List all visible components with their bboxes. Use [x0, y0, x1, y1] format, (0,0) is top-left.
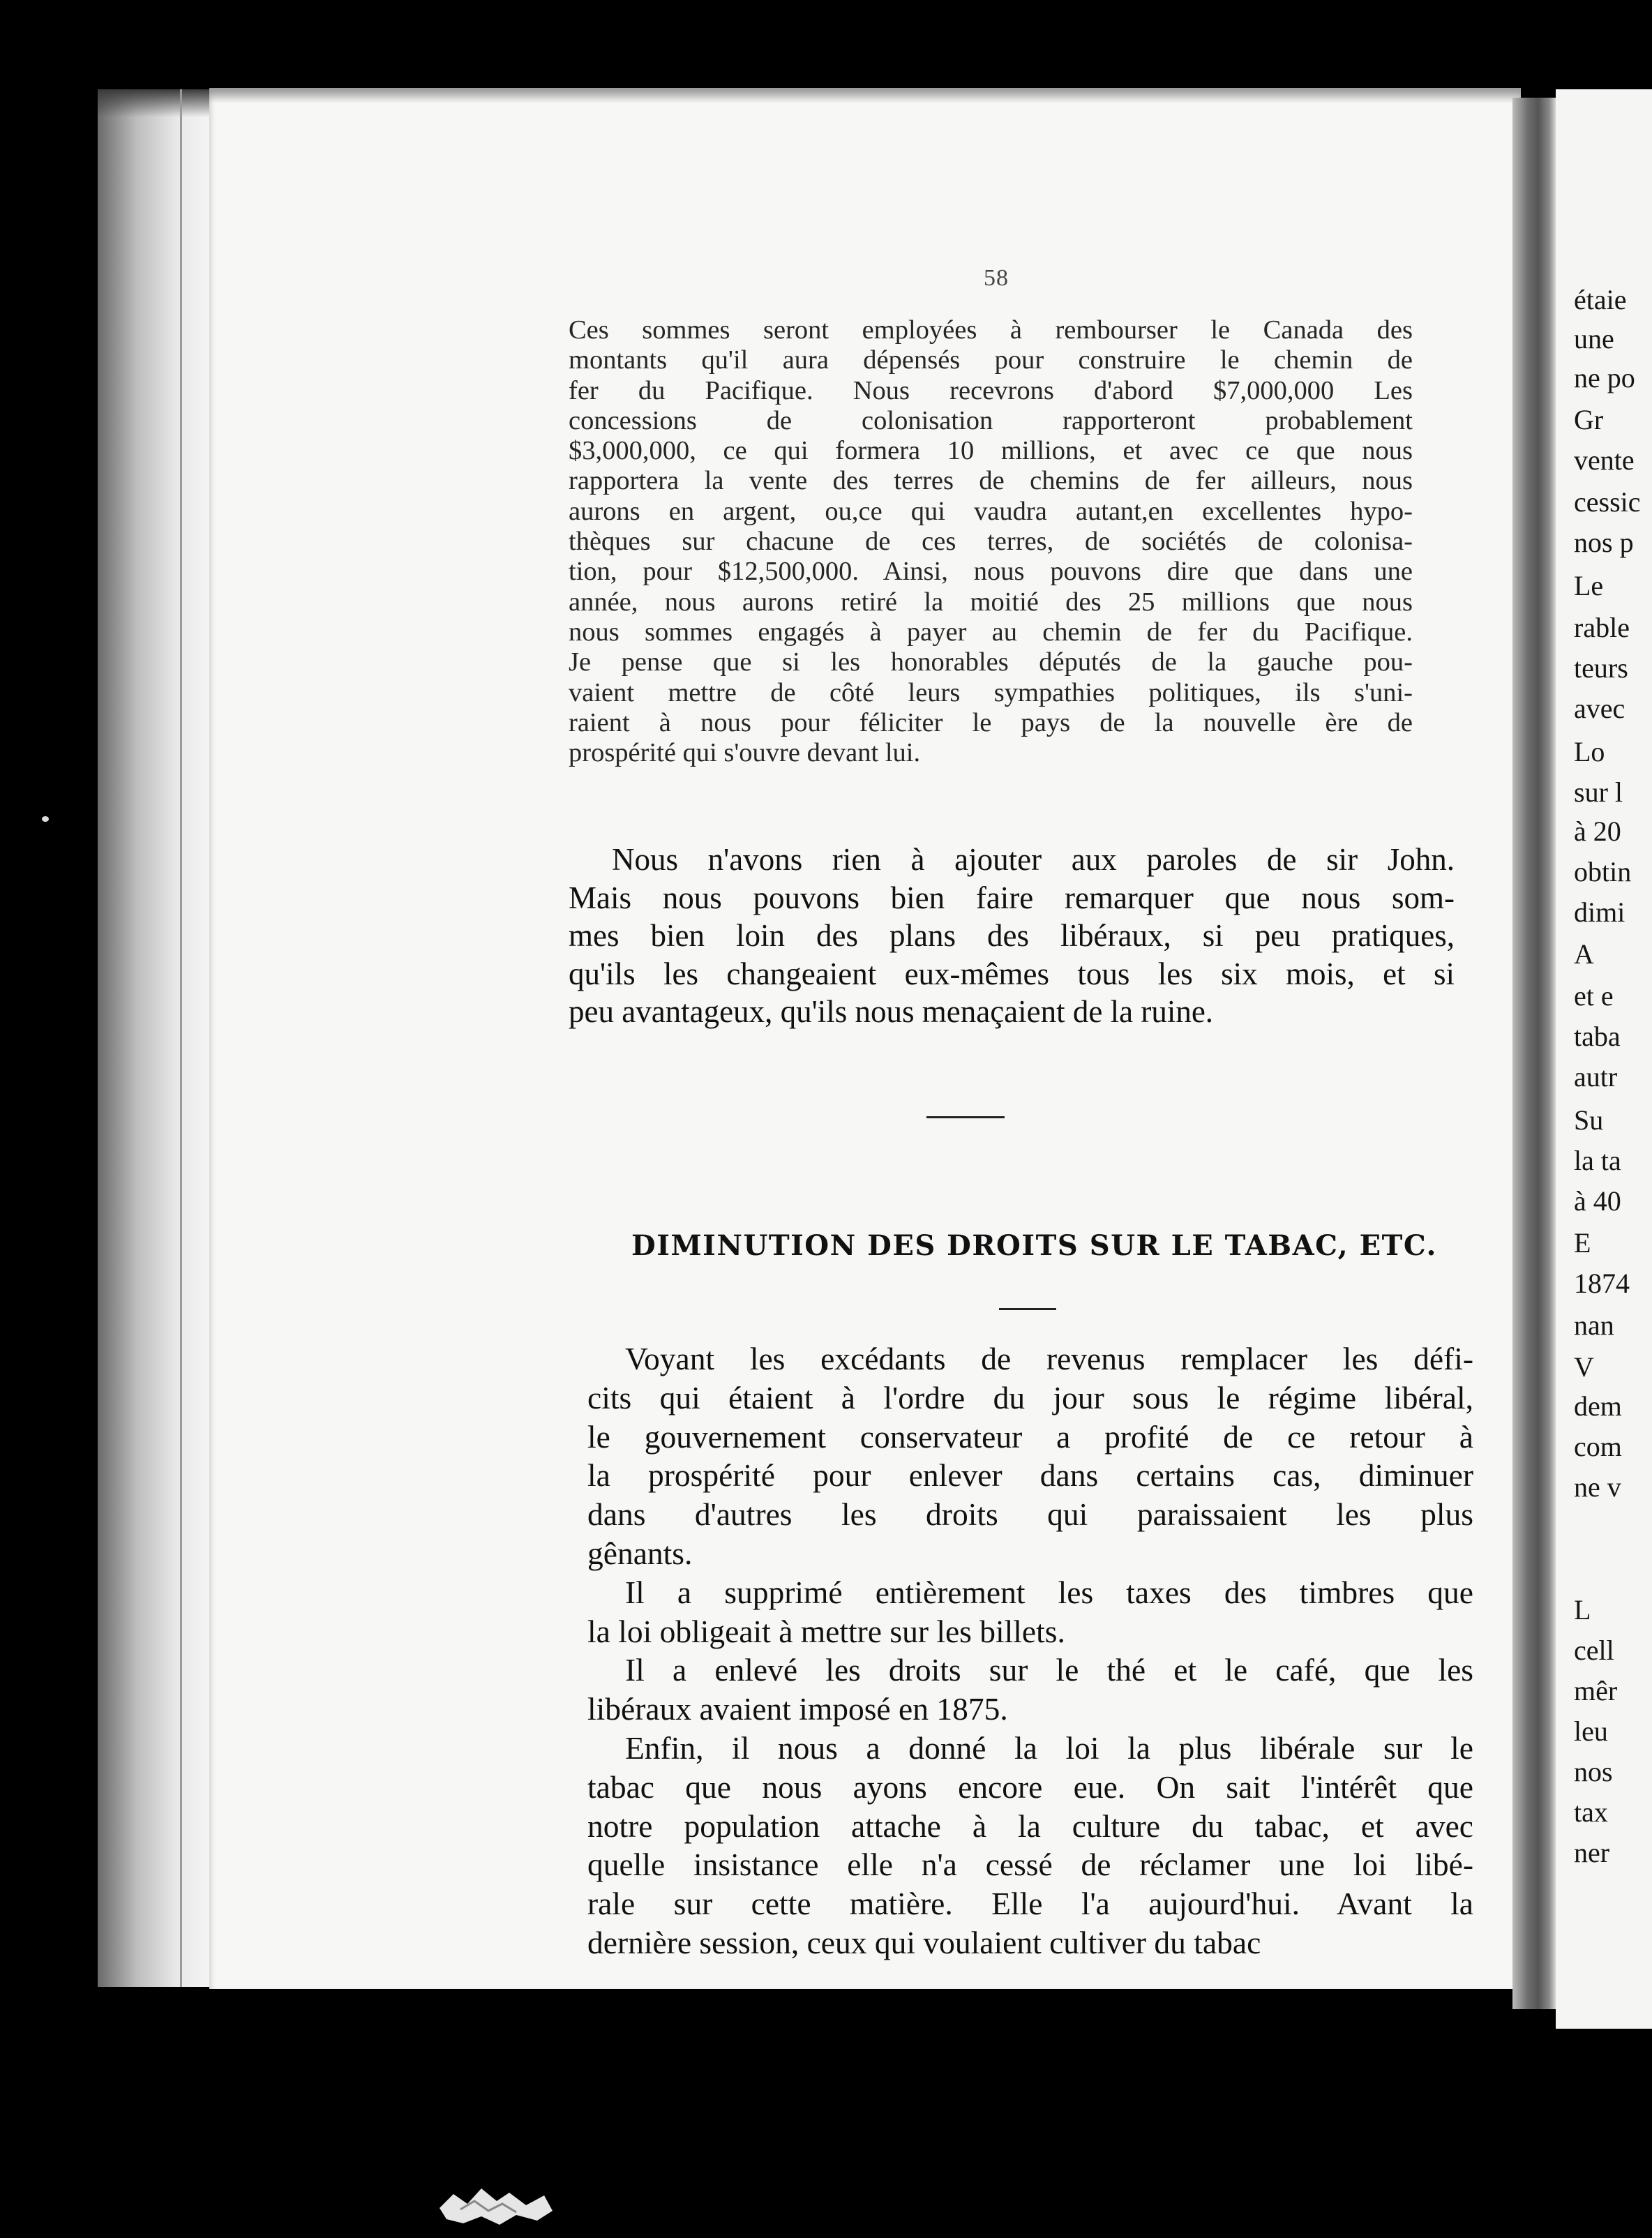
- facing-page-line-fragment: sur l: [1574, 776, 1623, 808]
- page-top-shadow: [209, 88, 1521, 103]
- facing-page-line-fragment: Gr: [1574, 404, 1604, 435]
- facing-page-line-fragment: vente: [1574, 444, 1635, 476]
- body-line: Il a supprimé entièrement les taxes des timbres que: [625, 1574, 1473, 1610]
- facing-page-line-fragment: nan: [1574, 1309, 1614, 1341]
- facing-page-line-fragment: 1874: [1574, 1268, 1630, 1299]
- top-edge-smudge: [98, 89, 209, 117]
- quote-line: montants qu'il aura dépensés pour construire le chemin de: [569, 345, 1413, 375]
- facing-page-line-fragment: V: [1574, 1351, 1594, 1383]
- facing-page-line-fragment: ner: [1574, 1837, 1610, 1868]
- body-line: rale sur cette matière. Elle l'a aujourd'hui. Avant la: [587, 1886, 1473, 1922]
- facing-page-fragment: [1556, 89, 1652, 2029]
- section-divider-rule: [926, 1116, 1005, 1118]
- quote-line: $3,000,000, ce qui formera 10 millions, et avec ce que nous: [569, 436, 1413, 466]
- quote-line: vaient mettre de côté leurs sympathies politiques, ils s'uni-: [569, 677, 1413, 707]
- body-line: notre population attache à la culture du tabac, et avec: [587, 1808, 1473, 1844]
- body-line: le gouvernement conservateur a profité de ce retour à: [587, 1418, 1473, 1455]
- facing-page-line-fragment: E: [1574, 1227, 1591, 1259]
- quote-line: fer du Pacifique. Nous recevrons d'abord $7,000,000 Les: [569, 375, 1413, 405]
- facing-page-line-fragment: L: [1574, 1594, 1591, 1625]
- quote-line: Ces sommes seront employées à rembourser le Canada des: [569, 315, 1413, 345]
- facing-page-line-fragment: obtin: [1574, 856, 1632, 887]
- quote-line: tion, pour $12,500,000. Ainsi, nous pouvons dire que dans une: [569, 557, 1413, 587]
- commentary-paragraph: [569, 841, 1455, 1031]
- facing-page-line-fragment: dimi: [1574, 896, 1625, 928]
- quote-line: Je pense que si les honorables députés de la gauche pou-: [569, 647, 1413, 677]
- body-line: libéraux avaient imposé en 1875.: [587, 1691, 1008, 1727]
- facing-page-line-fragment: étaie: [1574, 284, 1627, 315]
- section-heading: DIMINUTION DES DROITS SUR LE TABAC, ETC.: [631, 1229, 1437, 1262]
- facing-page-line-fragment: A: [1574, 938, 1594, 970]
- quote-line: année, nous aurons retiré la moitié des 25 millions que nous: [569, 587, 1413, 617]
- quote-line: prospérité qui s'ouvre devant lui.: [569, 738, 921, 768]
- facing-page-line-fragment: et e: [1574, 980, 1614, 1012]
- page-number: 58: [984, 265, 1009, 291]
- facing-page-line-fragment: nos p: [1574, 527, 1634, 558]
- commentary-line: Nous n'avons rien à ajouter aux paroles de sir John.: [612, 842, 1455, 877]
- facing-page-line-fragment: ne v: [1574, 1471, 1621, 1503]
- body-line: quelle insistance elle n'a cessé de réclamer une loi libé-: [587, 1847, 1473, 1883]
- commentary-line: Mais nous pouvons bien faire remarquer que nous som-: [569, 880, 1455, 915]
- facing-page-line-fragment: Su: [1574, 1104, 1604, 1136]
- body-line: Voyant les excédants de revenus remplacer les défi-: [625, 1341, 1473, 1376]
- body-line: la loi obligeait à mettre sur les billets.: [587, 1613, 1065, 1649]
- quote-line: aurons en argent, ou,ce qui vaudra autant,en excellentes hypo-: [569, 496, 1413, 526]
- facing-page-line-fragment: cessic: [1574, 486, 1641, 518]
- body-line: tabac que nous ayons encore eue. On sait l'intérêt que: [587, 1768, 1473, 1805]
- quoted-speech-block: [569, 315, 1413, 768]
- body-line: cits qui étaient à l'ordre du jour sous le régime libéral,: [587, 1379, 1473, 1415]
- quote-line: concessions de colonisation rapporteront probablement: [569, 405, 1413, 435]
- facing-page-line-fragment: autr: [1574, 1061, 1618, 1092]
- left-page-edge: [98, 89, 209, 1987]
- body-line: dernière session, ceux qui voulaient cultiver du tabac: [587, 1924, 1261, 1960]
- facing-page-line-fragment: cell: [1574, 1635, 1614, 1666]
- body-line: gênants.: [587, 1535, 693, 1571]
- commentary-line: peu avantageux, qu'ils nous menaçaient de la ruine.: [569, 994, 1214, 1029]
- binding-fold: [1512, 98, 1556, 2009]
- page-edge-line: [180, 89, 182, 1987]
- quote-line: thèques sur chacune de ces terres, de sociétés de colonisa-: [569, 527, 1413, 557]
- body-line: dans d'autres les droits qui paraissaient les plus: [587, 1496, 1473, 1533]
- dust-speck: [42, 816, 49, 822]
- facing-page-line-fragment: Lo: [1574, 736, 1605, 767]
- commentary-line: qu'ils les changeaient eux-mêmes tous les six mois, et si: [569, 956, 1455, 991]
- commentary-line: mes bien loin des plans des libéraux, si peu pratiques,: [569, 918, 1455, 953]
- facing-page-line-fragment: avec: [1574, 693, 1625, 724]
- paper-shred: [433, 2180, 558, 2229]
- facing-page-line-fragment: com: [1574, 1431, 1622, 1462]
- facing-page-line-fragment: à 40: [1574, 1185, 1621, 1217]
- quote-line: raient à nous pour féliciter le pays de la nouvelle ère de: [569, 707, 1413, 737]
- facing-page-line-fragment: mêr: [1574, 1675, 1618, 1706]
- facing-page-line-fragment: la ta: [1574, 1145, 1621, 1176]
- facing-page-line-fragment: rable: [1574, 612, 1630, 643]
- body-text: [587, 1339, 1473, 1962]
- body-line: Enfin, il nous a donné la loi la plus libérale sur le: [625, 1729, 1473, 1766]
- facing-page-line-fragment: à 20: [1574, 816, 1621, 847]
- facing-page-line-fragment: Le: [1574, 570, 1604, 601]
- facing-page-line-fragment: nos: [1574, 1756, 1613, 1787]
- facing-page-line-fragment: leu: [1574, 1715, 1608, 1747]
- facing-page-line-fragment: dem: [1574, 1390, 1622, 1422]
- facing-page-line-fragment: ne po: [1574, 362, 1635, 393]
- facing-page-line-fragment: taba: [1574, 1021, 1621, 1052]
- body-line: la prospérité pour enlever dans certains cas, diminuer: [587, 1457, 1473, 1494]
- body-line: Il a enlevé les droits sur le thé et le café, que les: [625, 1652, 1473, 1688]
- facing-page-line-fragment: tax: [1574, 1796, 1608, 1828]
- quote-line: rapportera la vente des terres de chemins de fer ailleurs, nous: [569, 466, 1413, 496]
- quote-line: nous sommes engagés à payer au chemin de fer du Pacifique.: [569, 617, 1413, 647]
- heading-underline-rule: [999, 1308, 1056, 1310]
- facing-page-line-fragment: une: [1574, 323, 1614, 354]
- facing-page-line-fragment: teurs: [1574, 652, 1628, 684]
